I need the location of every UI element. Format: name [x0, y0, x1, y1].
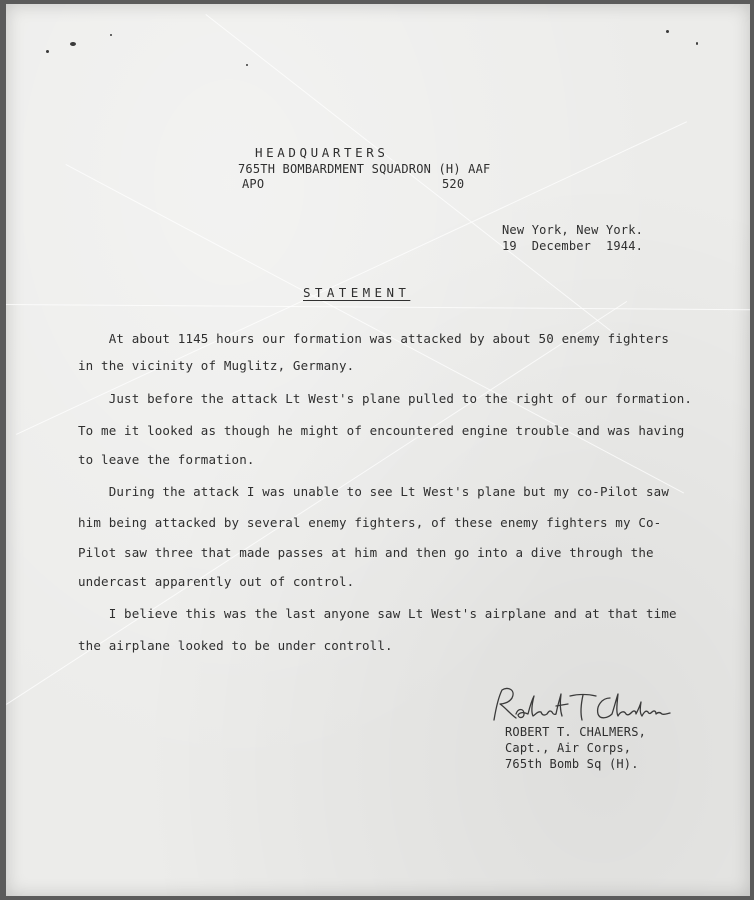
body-line: During the attack I was unable to see Lt West's plane but my co-Pilot saw [78, 484, 670, 499]
headquarters-heading: HEADQUARTERS [255, 145, 389, 160]
body-line: him being attacked by several enemy fighters, of these enemy fighters my Co- [78, 515, 662, 530]
crease-line [66, 164, 685, 494]
body-line: Just before the attack Lt West's plane pulled to the right of our formation. [78, 391, 693, 406]
unit-heading: 765TH BOMBARDMENT SQUADRON (H) AAF [238, 162, 491, 176]
speck [696, 42, 698, 45]
body-line: undercast apparently out of control. [78, 574, 355, 589]
signer-unit: 765th Bomb Sq (H). [505, 757, 639, 771]
body-line: To me it looked as though he might of encountered engine trouble and was having [78, 423, 685, 438]
body-line: to leave the formation. [78, 452, 255, 467]
document-page [6, 4, 750, 896]
signer-name: ROBERT T. CHALMERS, [505, 725, 647, 739]
body-line: in the vicinity of Muglitz, Germany. [78, 358, 355, 373]
signature-scribble [486, 684, 676, 730]
speck [110, 34, 112, 36]
date-line: 19 December 1944. [502, 239, 644, 253]
apo-number: 520 [442, 177, 465, 191]
speck [46, 50, 49, 53]
handwritten-signature [486, 684, 676, 730]
speck [70, 42, 76, 46]
body-line: At about 1145 hours our formation was attacked by about 50 enemy fighters [78, 331, 670, 346]
body-line: I believe this was the last anyone saw Lt West's airplane and at that time [78, 606, 677, 621]
place-line: New York, New York. [502, 223, 644, 237]
speck [666, 30, 669, 33]
body-line: the airplane looked to be under controll. [78, 638, 393, 653]
body-line: Pilot saw three that made passes at him and then go into a dive through the [78, 545, 654, 560]
crease-line [6, 304, 750, 310]
speck [246, 64, 248, 66]
apo-label: APO [242, 177, 265, 191]
statement-title: STATEMENT [303, 285, 411, 300]
signer-rank: Capt., Air Corps, [505, 741, 632, 755]
